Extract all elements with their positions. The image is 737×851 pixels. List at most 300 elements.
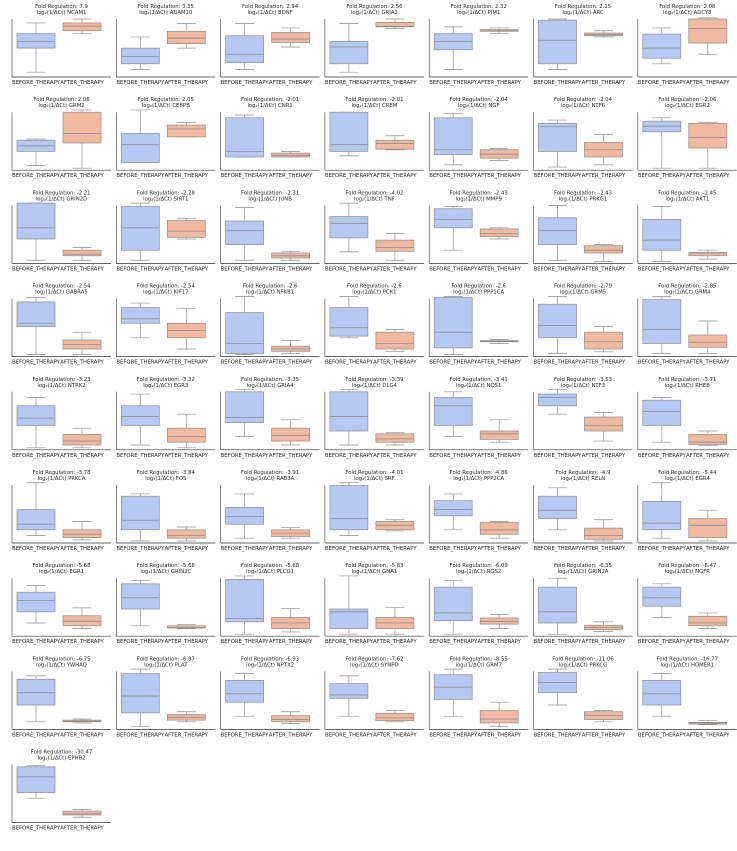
panel-egr4 xyxy=(638,470,737,552)
panel-title: Fold Regulation: 7.9 xyxy=(35,4,88,10)
panel-title: Fold Regulation: -2.01 xyxy=(241,97,300,104)
panel-subtitle: log₂(1/ΔCt) PIM1 xyxy=(457,10,501,16)
after-box xyxy=(272,32,310,42)
panel-ntf3 xyxy=(534,377,633,459)
before-box xyxy=(121,406,159,426)
before-tick-label: BEFORE_THERAPY xyxy=(637,359,686,366)
panel-subtitle: log₂(1/ΔCt) GABRA5 xyxy=(35,289,88,296)
panel-title: Fold Regulation: -2.28 xyxy=(136,190,195,197)
panel-title: Fold Regulation: -3.84 xyxy=(136,470,195,476)
panel-egr3 xyxy=(116,377,215,459)
before-tick-label: BEFORE_THERAPY xyxy=(220,546,269,552)
panel-subtitle: log₂(1/ΔCt) PPP2CA xyxy=(453,476,505,482)
panel-title: Fold Regulation: 2.05 xyxy=(137,97,194,104)
panel-title: Fold Regulation: 2.08 xyxy=(659,4,716,10)
panel-subtitle: log₂(1/ΔCt) GRM7 xyxy=(455,662,502,669)
after-box xyxy=(376,332,414,349)
panel-title: Fold Regulation: -6.75 xyxy=(32,656,91,663)
before-box xyxy=(330,308,368,337)
before-tick-label: BEFORE_THERAPY xyxy=(220,639,269,646)
panel-title: Fold Regulation: -2.31 xyxy=(241,190,300,197)
after-tick-label: AFTER_THERAPY xyxy=(60,639,104,646)
before-tick-label: BEFORE_THERAPY xyxy=(533,639,582,646)
panel-mmp9 xyxy=(429,190,528,272)
panel-egr1 xyxy=(12,563,111,645)
panel-title: Fold Regulation: -2.01 xyxy=(345,97,404,104)
before-box xyxy=(121,584,159,609)
panel-title: Fold Regulation: -5.83 xyxy=(345,563,404,570)
panel-title: Fold Regulation: -3.91 xyxy=(241,470,300,476)
panel-srf xyxy=(325,470,424,552)
before-box xyxy=(330,41,368,63)
panel-title: Fold Regulation: -2.04 xyxy=(449,97,508,104)
after-box xyxy=(63,434,101,445)
after-tick-label: AFTER_THERAPY xyxy=(60,80,104,86)
after-tick-label: AFTER_THERAPY xyxy=(686,80,730,86)
after-tick-label: AFTER_THERAPY xyxy=(164,266,209,273)
before-tick-label: BEFORE_THERAPY xyxy=(429,546,478,552)
before-box xyxy=(121,674,159,713)
panel-ppp1ca xyxy=(429,284,528,366)
before-tick-label: BEFORE_THERAPY xyxy=(324,266,373,273)
after-tick-label: AFTER_THERAPY xyxy=(581,80,626,86)
before-box xyxy=(330,392,368,431)
after-tick-label: AFTER_THERAPY xyxy=(373,452,417,459)
after-box xyxy=(689,519,727,538)
panel-subtitle: log₂(1/ΔCt) HOMER1 xyxy=(660,662,715,669)
panel-subtitle: log₂(1/ΔCt) PRKG1 xyxy=(558,196,608,203)
after-tick-label: AFTER_THERAPY xyxy=(268,732,313,739)
panel-pck1 xyxy=(325,284,424,366)
after-box xyxy=(167,428,205,442)
panel-homer1 xyxy=(638,656,737,738)
panel-subtitle: log₂(1/ΔCt) CNR1 xyxy=(247,103,293,110)
before-tick-label: BEFORE_THERAPY xyxy=(220,266,269,273)
before-tick-label: BEFORE_THERAPY xyxy=(12,452,60,459)
panel-title: Fold Regulation: -2.04 xyxy=(553,97,613,104)
panel-subtitle: log₂(1/ΔCt) SRF xyxy=(354,476,395,482)
before-tick-label: BEFORE_THERAPY xyxy=(220,452,269,459)
before-tick-label: BEFORE_THERAPY xyxy=(637,546,686,552)
panel-subtitle: log₂(1/ΔCt) NTF3 xyxy=(560,382,606,389)
before-tick-label: BEFORE_THERAPY xyxy=(12,825,60,832)
after-box xyxy=(63,811,101,815)
after-tick-label: AFTER_THERAPY xyxy=(686,732,730,739)
before-box xyxy=(434,118,472,155)
after-box xyxy=(689,434,727,444)
before-tick-label: BEFORE_THERAPY xyxy=(12,359,60,366)
panel-ngfr xyxy=(638,563,737,645)
before-tick-label: BEFORE_THERAPY xyxy=(220,80,269,86)
panel-grm7 xyxy=(429,656,528,738)
before-box xyxy=(226,221,264,245)
after-box xyxy=(63,530,101,538)
after-tick-label: AFTER_THERAPY xyxy=(268,359,313,366)
panel-subtitle: log₂(1/ΔCt) NGFR xyxy=(664,569,710,576)
before-tick-label: BEFORE_THERAPY xyxy=(533,732,582,739)
panel-subtitle: log₂(1/ΔCt) ADCY8 xyxy=(663,10,712,16)
before-tick-label: BEFORE_THERAPY xyxy=(637,266,686,273)
panel-title: Fold Regulation: -4.9 xyxy=(555,470,611,476)
panel-title: Fold Regulation: -2.06 xyxy=(658,97,717,104)
before-tick-label: BEFORE_THERAPY xyxy=(116,80,165,86)
panel-egr2 xyxy=(638,97,737,179)
after-tick-label: AFTER_THERAPY xyxy=(268,546,313,552)
before-tick-label: BEFORE_THERAPY xyxy=(220,173,269,180)
panel-sirt1 xyxy=(116,190,215,272)
panel-subtitle: log₂(1/ΔCt) EGR4 xyxy=(664,476,710,482)
after-tick-label: AFTER_THERAPY xyxy=(164,359,209,366)
panel-subtitle: log₂(1/ΔCt) GNA1 xyxy=(351,569,398,576)
after-tick-label: AFTER_THERAPY xyxy=(686,173,730,180)
panel-subtitle: log₂(1/ΔCt) KIF17 xyxy=(143,289,189,296)
after-tick-label: AFTER_THERAPY xyxy=(373,359,417,366)
after-tick-label: AFTER_THERAPY xyxy=(373,732,417,739)
after-tick-label: AFTER_THERAPY xyxy=(164,173,209,180)
before-tick-label: BEFORE_THERAPY xyxy=(429,639,478,646)
panel-subtitle: log₂(1/ΔCt) PLCG1 xyxy=(246,569,295,576)
before-box xyxy=(226,507,264,524)
after-tick-label: AFTER_THERAPY xyxy=(581,546,626,552)
before-tick-label: BEFORE_THERAPY xyxy=(116,546,165,552)
panel-subtitle: log₂(1/ΔCt) JUNB xyxy=(248,196,292,203)
panel-subtitle: log₂(1/ΔCt) NTF6 xyxy=(560,103,606,110)
before-box xyxy=(434,587,472,621)
after-box xyxy=(480,229,518,237)
panel-nptx2 xyxy=(221,656,320,738)
before-box xyxy=(121,48,159,64)
after-box xyxy=(167,31,205,43)
before-tick-label: BEFORE_THERAPY xyxy=(220,359,269,366)
panel-title: Fold Regulation: -6.87 xyxy=(136,656,195,663)
before-box xyxy=(226,680,264,702)
after-box xyxy=(63,616,101,626)
after-tick-label: AFTER_THERAPY xyxy=(268,266,313,273)
after-tick-label: AFTER_THERAPY xyxy=(268,80,313,86)
panel-title: Fold Regulation: -5.68 xyxy=(136,563,195,570)
panel-adam10 xyxy=(116,4,215,86)
before-tick-label: BEFORE_THERAPY xyxy=(12,173,60,180)
panel-title: Fold Regulation: -5.68 xyxy=(32,563,91,570)
panel-title: Fold Regulation: 3.35 xyxy=(137,4,194,10)
before-box xyxy=(434,209,472,228)
before-tick-label: BEFORE_THERAPY xyxy=(220,732,269,739)
before-tick-label: BEFORE_THERAPY xyxy=(533,359,582,366)
before-tick-label: BEFORE_THERAPY xyxy=(637,173,686,180)
before-box xyxy=(330,486,368,530)
panel-title: Fold Regulation: -2.79 xyxy=(553,283,613,290)
panel-subtitle: log₂(1/ΔCt) PRKCG xyxy=(558,662,608,669)
panel-subtitle: log₂(1/ΔCt) FOS xyxy=(145,476,187,482)
after-tick-label: AFTER_THERAPY xyxy=(686,639,730,646)
after-box xyxy=(376,140,414,149)
panel-crem xyxy=(325,97,424,179)
panel-prkcg xyxy=(534,656,633,738)
before-box xyxy=(17,406,55,426)
before-box xyxy=(17,203,55,239)
after-tick-label: AFTER_THERAPY xyxy=(581,173,626,180)
panel-plcg1 xyxy=(221,563,320,645)
before-box xyxy=(121,496,159,530)
before-box xyxy=(121,133,159,162)
panel-subtitle: log₂(1/ΔCt) PRKCA xyxy=(37,476,86,482)
before-box xyxy=(226,392,264,423)
before-tick-label: BEFORE_THERAPY xyxy=(533,173,582,180)
before-tick-label: BEFORE_THERAPY xyxy=(429,266,478,273)
panel-grm4 xyxy=(638,284,737,366)
before-box xyxy=(226,313,264,354)
after-tick-label: AFTER_THERAPY xyxy=(477,732,521,739)
panel-title: Fold Regulation: -2.21 xyxy=(32,190,91,197)
after-tick-label: AFTER_THERAPY xyxy=(60,732,104,739)
panel-subtitle: log₂(1/ΔCt) NTRK2 xyxy=(37,382,86,389)
panel-title: Fold Regulation: -11.06 xyxy=(552,656,614,663)
before-box xyxy=(121,308,159,324)
before-box xyxy=(330,217,368,238)
after-tick-label: AFTER_THERAPY xyxy=(60,546,104,552)
panel-subtitle: log₂(1/ΔCt) NCAM1 xyxy=(36,10,87,16)
panel-subtitle: log₂(1/ΔCt) RGS2 xyxy=(456,569,502,576)
after-tick-label: AFTER_THERAPY xyxy=(477,173,521,180)
panel-gria4 xyxy=(221,377,320,459)
panel-title: Fold Regulation: 2.06 xyxy=(33,97,90,104)
before-box xyxy=(434,397,472,425)
before-tick-label: BEFORE_THERAPY xyxy=(429,80,478,86)
panel-ywhaq xyxy=(12,656,111,738)
panel-subtitle: log₂(1/ΔCt) GRM2 xyxy=(38,103,85,110)
before-tick-label: BEFORE_THERAPY xyxy=(116,173,165,180)
panel-gria2 xyxy=(325,4,424,86)
panel-gabra5 xyxy=(12,284,111,366)
after-tick-label: AFTER_THERAPY xyxy=(581,639,626,646)
before-tick-label: BEFORE_THERAPY xyxy=(116,359,165,366)
panel-title: Fold Regulation: -16.77 xyxy=(656,656,719,663)
panel-subtitle: log₂(1/ΔCt) DLG4 xyxy=(351,382,397,389)
after-tick-label: AFTER_THERAPY xyxy=(477,266,521,273)
panel-cnr1 xyxy=(221,97,320,179)
panel-subtitle: log₂(1/ΔCt) PCK1 xyxy=(352,289,397,296)
after-box xyxy=(167,530,205,538)
before-tick-label: BEFORE_THERAPY xyxy=(324,359,373,366)
after-box xyxy=(480,523,518,535)
before-tick-label: BEFORE_THERAPY xyxy=(533,266,582,273)
panel-rgs2 xyxy=(429,563,528,645)
before-tick-label: BEFORE_THERAPY xyxy=(429,359,478,366)
panel-rab3a xyxy=(221,470,320,552)
before-tick-label: BEFORE_THERAPY xyxy=(637,639,686,646)
before-tick-label: BEFORE_THERAPY xyxy=(12,732,60,739)
panel-ntf6 xyxy=(534,97,633,179)
panel-title: Fold Regulation: -7.62 xyxy=(345,656,404,663)
panel-prkg1 xyxy=(534,190,633,272)
panel-subtitle: log₂(1/ΔCt) GRIA4 xyxy=(246,382,294,389)
after-tick-label: AFTER_THERAPY xyxy=(268,452,313,459)
panel-subtitle: log₂(1/ΔCt) MMP9 xyxy=(455,196,502,203)
after-box xyxy=(585,332,623,349)
after-tick-label: AFTER_THERAPY xyxy=(581,266,626,273)
panel-subtitle: log₂(1/ΔCt) GRIN2C xyxy=(140,569,192,576)
after-tick-label: AFTER_THERAPY xyxy=(373,639,417,646)
after-box xyxy=(376,713,414,720)
after-box xyxy=(480,711,518,723)
after-box xyxy=(272,428,310,441)
before-tick-label: BEFORE_THERAPY xyxy=(324,452,373,459)
panel-title: Fold Regulation: -3.35 xyxy=(241,376,300,383)
panel-akt1 xyxy=(638,190,737,272)
panel-title: Fold Regulation: 2.15 xyxy=(554,4,612,10)
panel-prkca xyxy=(12,470,111,552)
after-tick-label: AFTER_THERAPY xyxy=(164,732,209,739)
after-box xyxy=(689,616,727,626)
before-tick-label: BEFORE_THERAPY xyxy=(12,639,60,646)
panel-subtitle: log₂(1/ΔCt) GRIN2D xyxy=(35,196,88,203)
after-tick-label: AFTER_THERAPY xyxy=(164,80,209,86)
before-tick-label: BEFORE_THERAPY xyxy=(12,80,60,86)
after-tick-label: AFTER_THERAPY xyxy=(268,639,313,646)
before-tick-label: BEFORE_THERAPY xyxy=(533,452,582,459)
panel-subtitle: log₂(1/ΔCt) EGR2 xyxy=(664,103,710,110)
after-tick-label: AFTER_THERAPY xyxy=(477,639,521,646)
panel-adcy8 xyxy=(638,4,737,86)
before-box xyxy=(434,297,472,347)
after-box xyxy=(167,221,205,238)
panel-subtitle: log₂(1/ΔCt) SIRT1 xyxy=(143,196,189,203)
before-tick-label: BEFORE_THERAPY xyxy=(533,80,582,86)
after-box xyxy=(585,246,623,253)
panel-subtitle: log₂(1/ΔCt) ARC xyxy=(562,10,604,16)
before-tick-label: BEFORE_THERAPY xyxy=(324,546,373,552)
panel-bdnf xyxy=(221,4,320,86)
after-tick-label: AFTER_THERAPY xyxy=(477,359,521,366)
after-tick-label: AFTER_THERAPY xyxy=(686,266,730,273)
before-tick-label: BEFORE_THERAPY xyxy=(116,452,165,459)
panel-subtitle: log₂(1/ΔCt) NFKB1 xyxy=(246,289,295,296)
after-box xyxy=(376,240,414,251)
panel-arc xyxy=(534,4,633,86)
panel-subtitle: log₂(1/ΔCt) ADAM10 xyxy=(139,10,193,16)
after-tick-label: AFTER_THERAPY xyxy=(164,639,209,646)
panel-subtitle: log₂(1/ΔCt) GRM4 xyxy=(664,289,711,296)
after-tick-label: AFTER_THERAPY xyxy=(60,173,104,180)
before-tick-label: BEFORE_THERAPY xyxy=(637,452,686,459)
after-tick-label: AFTER_THERAPY xyxy=(268,173,313,180)
before-box xyxy=(539,304,577,338)
panel-nfkb1 xyxy=(221,284,320,366)
before-box xyxy=(539,394,577,406)
panel-title: Fold Regulation: -6.35 xyxy=(553,563,613,570)
after-tick-label: AFTER_THERAPY xyxy=(60,825,104,832)
panel-grin2a xyxy=(534,563,633,645)
panel-title: Fold Regulation: -2.54 xyxy=(136,283,195,290)
panel-junb xyxy=(221,190,320,272)
after-box xyxy=(272,716,310,722)
panel-subtitle: log₂(1/ΔCt) NOS1 xyxy=(455,382,502,389)
panel-title: Fold Regulation: -6.09 xyxy=(449,563,508,570)
before-tick-label: BEFORE_THERAPY xyxy=(429,452,478,459)
panel-plat xyxy=(116,656,215,738)
before-box xyxy=(539,218,577,245)
panel-subtitle: log₂(1/ΔCt) RAB3A xyxy=(245,476,295,482)
panel-title: Fold Regulation: -6.47 xyxy=(658,563,717,570)
after-tick-label: AFTER_THERAPY xyxy=(60,452,104,459)
panel-subtitle: log₂(1/ΔCt) PPP1CA xyxy=(453,289,505,296)
panel-tnf xyxy=(325,190,424,272)
panel-subtitle: log₂(1/ΔCt) PLAT xyxy=(144,662,188,669)
panel-grin2d xyxy=(12,190,111,272)
after-tick-label: AFTER_THERAPY xyxy=(60,266,104,273)
before-box xyxy=(643,501,681,530)
panel-grm2 xyxy=(12,97,111,179)
before-box xyxy=(17,34,55,49)
panel-subtitle: log₂(1/ΔCt) YWHAQ xyxy=(36,662,87,669)
before-box xyxy=(643,219,681,250)
before-box xyxy=(434,501,472,516)
after-tick-label: AFTER_THERAPY xyxy=(373,546,417,552)
after-box xyxy=(167,125,205,137)
before-tick-label: BEFORE_THERAPY xyxy=(637,80,686,86)
panel-subtitle: log₂(1/ΔCt) CREM xyxy=(351,103,398,110)
panel-ncam1 xyxy=(12,4,111,86)
panel-title: Fold Regulation: 2.56 xyxy=(346,4,403,10)
after-tick-label: AFTER_THERAPY xyxy=(477,80,521,86)
panel-title: Fold Regulation: -4.01 xyxy=(345,470,404,476)
panel-title: Fold Regulation: -6.93 xyxy=(241,656,300,663)
before-tick-label: BEFORE_THERAPY xyxy=(429,173,478,180)
before-box xyxy=(17,767,55,793)
after-box xyxy=(376,434,414,442)
before-box xyxy=(539,20,577,64)
panel-fos xyxy=(116,470,215,552)
before-tick-label: BEFORE_THERAPY xyxy=(324,732,373,739)
panel-subtitle: log₂(1/ΔCt) NGF xyxy=(457,103,500,110)
before-box xyxy=(121,207,159,251)
panel-subtitle: log₂(1/ΔCt) GRIN2A xyxy=(557,569,609,576)
after-box xyxy=(480,431,518,439)
panel-subtitle: log₂(1/ΔCt) EGR3 xyxy=(143,382,189,389)
panel-cebpb xyxy=(116,97,215,179)
panel-title: Fold Regulation: -2.43 xyxy=(553,190,613,197)
panel-subtitle: log₂(1/ΔCt) SYNPO xyxy=(350,662,399,669)
before-tick-label: BEFORE_THERAPY xyxy=(429,732,478,739)
panel-subtitle: log₂(1/ΔCt) AKT1 xyxy=(665,196,710,203)
before-box xyxy=(17,510,55,530)
before-box xyxy=(330,684,368,699)
panel-subtitle: log₂(1/ΔCt) TNF xyxy=(353,196,395,203)
before-tick-label: BEFORE_THERAPY xyxy=(116,266,165,273)
after-tick-label: AFTER_THERAPY xyxy=(373,266,417,273)
before-tick-label: BEFORE_THERAPY xyxy=(116,639,165,646)
panel-ngf xyxy=(429,97,528,179)
after-box xyxy=(689,123,727,148)
panel-synpo xyxy=(325,656,424,738)
panel-pim1 xyxy=(429,4,528,86)
panel-subtitle: log₂(1/ΔCt) EPHB2 xyxy=(37,755,86,762)
before-box xyxy=(330,112,368,151)
after-box xyxy=(689,19,727,43)
before-tick-label: BEFORE_THERAPY xyxy=(12,546,60,552)
before-tick-label: BEFORE_THERAPY xyxy=(324,639,373,646)
after-tick-label: AFTER_THERAPY xyxy=(581,452,626,459)
before-box xyxy=(643,587,681,606)
panel-title: Fold Regulation: -2.85 xyxy=(658,283,717,290)
panel-title: Fold Regulation: -3.71 xyxy=(658,376,717,383)
after-tick-label: AFTER_THERAPY xyxy=(373,80,417,86)
panel-title: Fold Regulation: -2.6 xyxy=(347,283,402,290)
before-box xyxy=(226,36,264,63)
panel-ephb2 xyxy=(12,750,111,832)
after-box xyxy=(63,250,101,256)
before-tick-label: BEFORE_THERAPY xyxy=(324,80,373,86)
